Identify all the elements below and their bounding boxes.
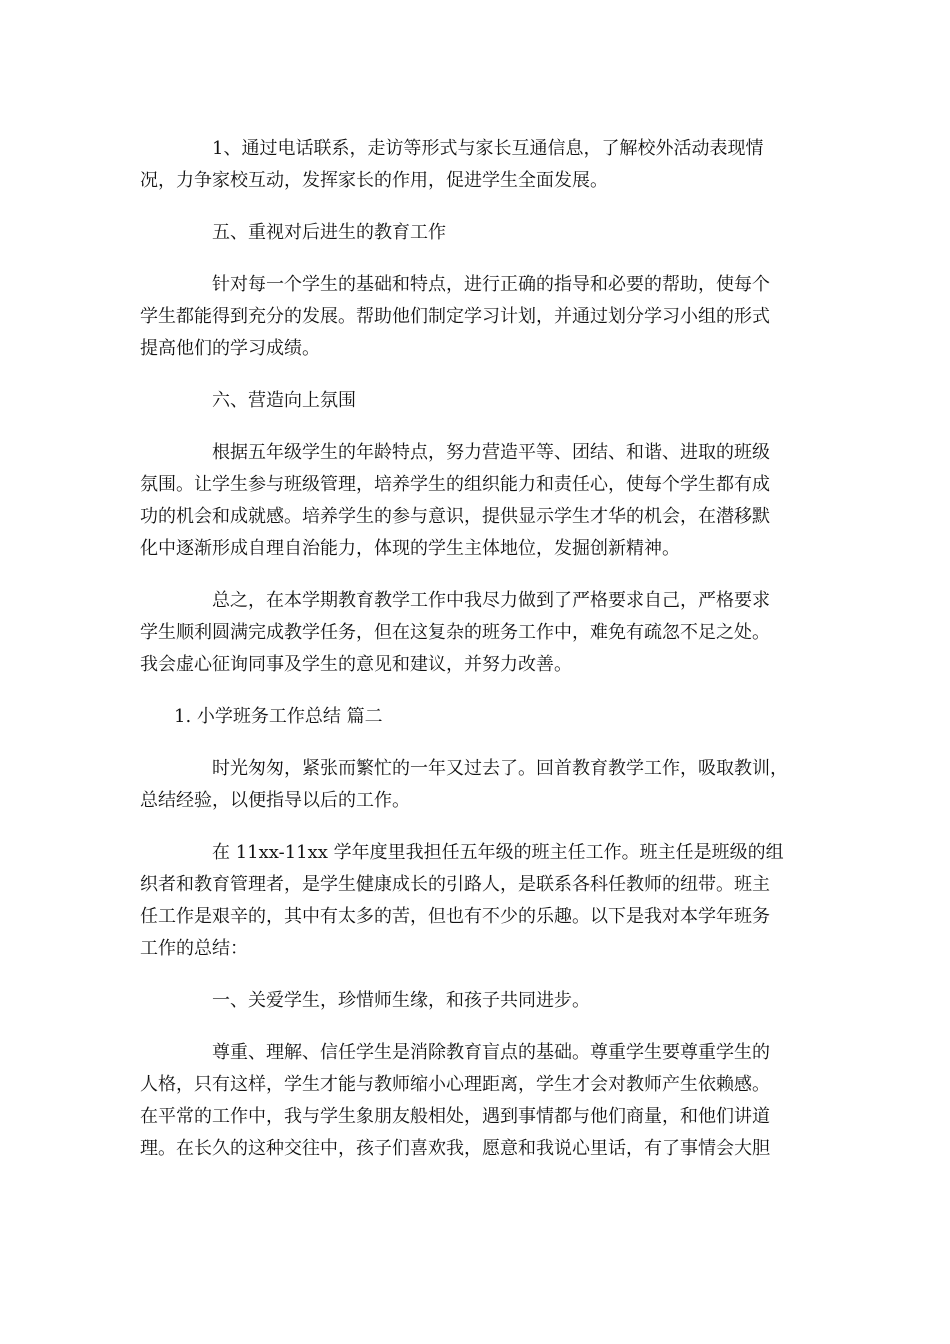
text-line: 提高他们的学习成绩。 (140, 338, 320, 359)
paragraph (140, 1037, 812, 1165)
text-line: 况，力争家校互动，发挥家长的作用，促进学生全面发展。 (140, 170, 608, 191)
text-line: 尊重、理解、信任学生是消除教育盲点的基础。尊重学生要尊重学生的 (212, 1042, 770, 1063)
text-line: 一、关爱学生，珍惜师生缘，和孩子共同进步。 (212, 990, 590, 1011)
paragraph (140, 437, 812, 565)
text-line: 任工作是艰辛的，其中有太多的苦，但也有不少的乐趣。以下是我对本学年班务 (140, 906, 770, 927)
section-heading (140, 385, 812, 417)
text-line: 织者和教育管理者，是学生健康成长的引路人，是联系各科任教师的纽带。班主 (140, 874, 770, 895)
text-line: 时光匆匆，紧张而繁忙的一年又过去了。回首教育教学工作，吸取教训， (212, 758, 788, 779)
text-line: 学生都能得到充分的发展。帮助他们制定学习计划，并通过划分学习小组的形式 (140, 306, 770, 327)
paragraph (140, 585, 812, 681)
section-subtitle (140, 701, 812, 733)
text-line: 工作的总结： (140, 938, 248, 959)
text-line: 总之，在本学期教育教学工作中我尽力做到了严格要求自己，严格要求 (212, 590, 770, 611)
text-line: 1. 小学班务工作总结 篇二 (174, 706, 383, 727)
text-line: 在 11xx-11xx 学年度里我担任五年级的班主任工作。班主任是班级的组 (212, 842, 784, 863)
text-line: 理。在长久的这种交往中，孩子们喜欢我，愿意和我说心里话，有了事情会大胆 (140, 1138, 770, 1159)
paragraph (140, 753, 812, 817)
text-line: 根据五年级学生的年龄特点，努力营造平等、团结、和谐、进取的班级 (212, 442, 770, 463)
section-heading (140, 985, 812, 1017)
text-line: 我会虚心征询同事及学生的意见和建议，并努力改善。 (140, 654, 572, 675)
paragraph (140, 269, 812, 365)
text-line: 五、重视对后进生的教育工作 (212, 222, 446, 243)
text-line: 1、通过电话联系，走访等形式与家长互通信息，了解校外活动表现情 (212, 138, 764, 159)
text-line: 功的机会和成就感。培养学生的参与意识，提供显示学生才华的机会，在潜移默 (140, 506, 770, 527)
text-line: 在平常的工作中，我与学生象朋友般相处，遇到事情都与他们商量，和他们讲道 (140, 1106, 770, 1127)
text-line: 六、营造向上氛围 (212, 390, 356, 411)
text-line: 化中逐渐形成自理自治能力，体现的学生主体地位，发掘创新精神。 (140, 538, 680, 559)
text-line: 氛围。让学生参与班级管理，培养学生的组织能力和责任心，使每个学生都有成 (140, 474, 770, 495)
text-line: 针对每一个学生的基础和特点，进行正确的指导和必要的帮助，使每个 (212, 274, 770, 295)
text-line: 总结经验，以便指导以后的工作。 (140, 790, 410, 811)
paragraph (140, 133, 812, 197)
text-line: 人格，只有这样，学生才能与教师缩小心理距离，学生才会对教师产生依赖感。 (140, 1074, 770, 1095)
text-line: 学生顺利圆满完成教学任务，但在这复杂的班务工作中，难免有疏忽不足之处。 (140, 622, 770, 643)
paragraph (140, 837, 812, 965)
section-heading (140, 217, 812, 249)
document-body (140, 133, 812, 1185)
